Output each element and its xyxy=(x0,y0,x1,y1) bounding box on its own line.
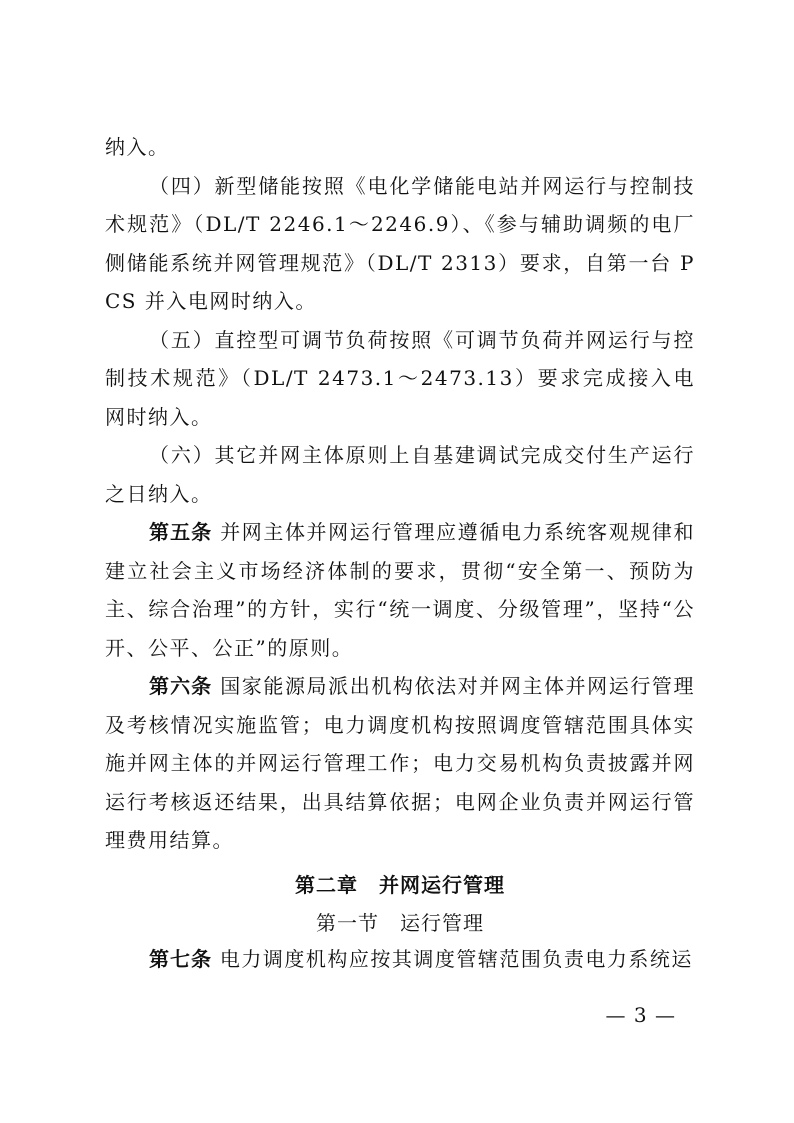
paragraph-item-4 xyxy=(105,167,695,321)
article-label: 第五条 xyxy=(149,520,213,544)
paragraph-text: 国家能源局派出机构依法对并网主体并网运行管理及考核情况实施监管；电力调度机构按照调度管辖范围具体实施并网主体的并网运行管理工作；电力交易机构负责披露并网运行考核返还结果，出具结算依据；电网企业负责并网运行管理费用结算。 xyxy=(105,674,696,852)
article-5 xyxy=(105,513,695,667)
body-text xyxy=(105,128,695,860)
article-label: 第七条 xyxy=(149,947,212,971)
article-label: 第六条 xyxy=(149,674,213,698)
paragraph-item-5 xyxy=(105,321,695,437)
paragraph-text: （四）新型储能按照《电化学储能电站并网运行与控制技术规范》（DL/T 2246.1～2246.9）、《参与辅助调频的电厂侧储能系统并网管理规范》（DL/T 2313）要求，自第一台 PCS 并入电网时纳入。 xyxy=(105,173,695,313)
article-7-block xyxy=(105,940,695,979)
paragraph-text: 并网主体并网运行管理应遵循电力系统客观规律和建立社会主义市场经济体制的要求，贯彻“安全第一、预防为主、综合治理”的方针，实行“统一调度、分级管理”，坚持“公开、公平、公正”的原则。 xyxy=(105,520,696,660)
paragraph-text: （六）其它并网主体原则上自基建调试完成交付生产运行之日纳入。 xyxy=(105,443,695,506)
article-7 xyxy=(105,940,695,979)
paragraph-text: （五）直控型可调节负荷按照《可调节负荷并网运行与控制技术规范》（DL/T 2473.1～2473.13）要求完成接入电网时纳入。 xyxy=(105,327,695,429)
paragraph-text: 电力调度机构应按其调度管辖范围负责电力系统运 xyxy=(219,947,693,971)
paragraph-text: 纳入。 xyxy=(105,135,170,159)
chapter-title: 第二章 并网运行管理 xyxy=(295,873,505,897)
section-title: 第一节 运行管理 xyxy=(316,911,484,935)
paragraph-continuation xyxy=(105,128,695,167)
article-6 xyxy=(105,667,695,860)
paragraph-item-6 xyxy=(105,436,695,513)
page-number: — 3 — xyxy=(605,1003,676,1027)
